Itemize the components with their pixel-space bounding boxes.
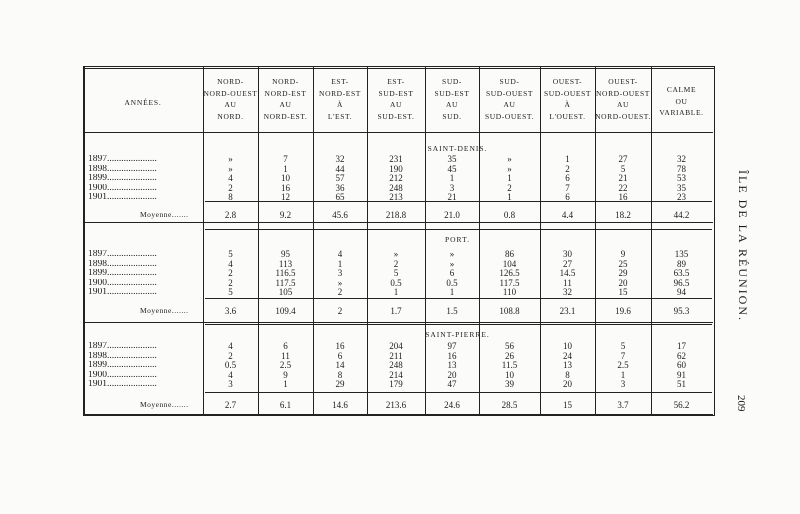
table-cell: 26 (505, 350, 514, 361)
moyenne-cell: 1.7 (390, 306, 402, 316)
column-header-line: SUD. (442, 111, 462, 121)
table-cell: 116.5 (275, 268, 296, 279)
column-header-line: NORD- (272, 77, 299, 86)
column-header-line: VARIABLE. (659, 108, 704, 117)
table-cell: 0.5 (224, 360, 237, 371)
table-cell: 8 (565, 369, 570, 380)
table-cell: 35 (447, 154, 457, 164)
table-cell: 20 (447, 369, 457, 380)
table-cell: 3 (337, 268, 343, 279)
table-cell: 17 (677, 341, 686, 351)
table-cell: 12 (281, 192, 290, 203)
moyenne-cell: 2.8 (224, 210, 237, 220)
table-cell: 1 (507, 192, 512, 203)
table-cell: 104 (502, 258, 517, 269)
table-cell: 16 (281, 182, 290, 193)
moyenne-cell: 3.6 (224, 306, 237, 316)
section-title: SAINT-DENIS. (427, 144, 488, 153)
row-year: 1898..................... (88, 164, 157, 174)
table-cell: 179 (389, 379, 403, 390)
table-cell: 113 (278, 258, 293, 269)
table-cell: 96.5 (673, 277, 690, 288)
table-cell: 2 (337, 287, 343, 298)
moyenne-cell: 4.4 (561, 210, 574, 220)
column-header-line: L'EST. (327, 111, 353, 121)
table-cell: 3 (449, 182, 455, 193)
column-header (367, 76, 425, 122)
column-header-line: OUEST- (608, 77, 638, 86)
column-header-line: AU (616, 100, 630, 109)
moyenne-cell: 23.1 (559, 306, 576, 316)
table-cell: 2 (228, 277, 233, 288)
table-cell: 11 (281, 350, 290, 361)
table-cell: 5 (620, 163, 626, 174)
table-cell: 47 (447, 379, 457, 390)
table-cell: 211 (389, 350, 403, 361)
table-cell: 6 (337, 350, 343, 361)
table-cell: 10 (563, 341, 572, 351)
column-header-line: NORD-OUEST. (595, 111, 651, 121)
column-header-line: SUD- (442, 77, 462, 86)
moyenne-label: Moyenne....... (140, 210, 189, 219)
table-cell: 13 (563, 360, 572, 371)
table-cell: 2 (565, 163, 570, 174)
table-cell: 1 (283, 379, 288, 390)
table-cell: 6 (565, 173, 570, 184)
moyenne-top-rule (205, 298, 712, 299)
moyenne-cell: 28.5 (501, 400, 518, 410)
table-cell: 23 (677, 192, 686, 203)
moyenne-cell: 15 (563, 400, 572, 410)
table-cell: 10 (281, 173, 290, 184)
moyenne-cell: 95.3 (673, 306, 690, 316)
table-cell: 105 (278, 287, 293, 298)
column-header (479, 76, 540, 122)
header-rule (84, 132, 713, 133)
column-header-line: NORD-EST (319, 88, 361, 98)
table-cell: 11 (563, 277, 572, 288)
table-cell: 1 (337, 258, 343, 269)
column-header-line: AU (389, 100, 403, 109)
moyenne-cell: 9.2 (279, 210, 292, 220)
row-year: 1901..................... (88, 380, 157, 390)
column-header-line: NORD-EST (264, 88, 307, 98)
table-cell: 135 (674, 249, 689, 259)
table-cell: 94 (677, 287, 686, 298)
table-cell: 2 (393, 258, 399, 269)
column-header-line: CALME (666, 85, 697, 94)
column-header-line: OUEST- (552, 77, 583, 86)
table-cell: 213 (389, 192, 403, 203)
table-cell: 9 (620, 249, 626, 259)
column-header (540, 76, 595, 122)
table-cell: 1 (507, 173, 512, 184)
table-cell: 0.5 (446, 277, 458, 288)
moyenne-cell: 56.2 (673, 400, 690, 410)
page-number: 209 (735, 395, 747, 412)
table-cell: » (228, 163, 233, 174)
table-cell: 32 (677, 154, 686, 164)
moyenne-label: Moyenne....... (140, 306, 189, 315)
section-bottom-rule (84, 322, 713, 323)
table-cell: 2 (507, 182, 512, 193)
table-cell: 27 (563, 258, 572, 269)
table-cell: 9 (283, 369, 288, 380)
column-header-line: SUD-OUEST (485, 88, 534, 98)
table-cell: 39 (505, 379, 514, 390)
moyenne-top-rule (205, 392, 712, 393)
table-cell: 14.5 (559, 268, 576, 279)
column-header-line: SUD-OUEST. (485, 111, 534, 121)
header-annees: ANNÉES. (124, 98, 162, 107)
table-cell: 10 (505, 369, 514, 380)
table-cell: 4 (337, 249, 343, 259)
table-cell: 30 (563, 249, 572, 259)
section-bottom-rule (84, 414, 713, 415)
table-cell: 44 (335, 163, 345, 174)
column-header-line: L'OUEST. (549, 111, 586, 121)
column-header-line: AU (224, 100, 237, 109)
table-cell: 25 (618, 258, 628, 269)
column-header-line: SUD-EST. (377, 111, 415, 121)
moyenne-cell: 44.2 (673, 210, 690, 220)
table-cell: 32 (563, 287, 572, 298)
table-cell: 214 (389, 369, 403, 380)
column-header-line: NORD. (217, 111, 244, 121)
table-cell: 5 (228, 287, 233, 298)
table-cell: 4 (228, 258, 233, 269)
table-cell: 117.5 (499, 277, 520, 288)
column-header-line: NORD-OUEST (596, 88, 650, 98)
table-cell: 7 (620, 350, 626, 361)
moyenne-cell: 24.6 (444, 400, 460, 410)
table-cell: 51 (677, 379, 686, 390)
table-cell: 35 (677, 182, 686, 193)
table-cell: » (449, 258, 455, 269)
section-title: SAINT-PIERRE. (425, 330, 490, 339)
column-header-line: SUD-OUEST (543, 88, 592, 98)
table-cell: 1 (620, 369, 626, 380)
row-year: 1897..................... (88, 342, 157, 351)
table-cell: 4 (228, 173, 233, 184)
section-bottom-rule (84, 222, 713, 223)
column-header-line: SUD-EST (378, 88, 414, 98)
table-cell: 11.5 (501, 360, 518, 371)
table-cell: 5 (620, 341, 626, 351)
table-cell: 1 (393, 287, 399, 298)
column-header-line: SUD- (499, 77, 520, 86)
moyenne-cell: 108.8 (499, 306, 520, 316)
table-cell: 36 (335, 182, 345, 193)
table-cell: 126.5 (499, 268, 520, 279)
table-top-rule (83, 68, 714, 69)
table-cell: 78 (677, 163, 686, 174)
table-cell: 2.5 (279, 360, 292, 371)
table-cell: 86 (505, 249, 514, 259)
table-cell: 8 (228, 192, 233, 203)
column-header-line: NORD-OUEST (203, 88, 258, 98)
table-cell: 45 (447, 163, 457, 174)
table-cell: 13 (447, 360, 457, 371)
table-cell: 20 (618, 277, 628, 288)
column-header-line: À (336, 100, 344, 109)
table-cell: 27 (618, 154, 628, 164)
moyenne-cell: 14.6 (332, 400, 348, 410)
table-cell: 3 (620, 379, 626, 390)
column-header-line: OU (675, 96, 688, 106)
table-cell: » (228, 154, 233, 164)
table-cell: 65 (335, 192, 345, 203)
table-cell: » (449, 249, 455, 259)
table-cell: 7 (565, 182, 570, 193)
moyenne-cell: 21.0 (444, 210, 460, 220)
moyenne-cell: 18.2 (615, 210, 631, 220)
table-cell: 14 (335, 360, 345, 371)
row-year: 1899..................... (88, 174, 157, 184)
table-cell: 3 (228, 379, 233, 390)
moyenne-cell: 45.6 (332, 210, 348, 220)
table-cell: » (507, 163, 512, 174)
moyenne-cell: 1.5 (446, 306, 458, 316)
table-cell: 1 (449, 173, 455, 184)
table-cell: 56 (505, 341, 514, 351)
table-cell: 97 (447, 341, 457, 351)
table-cell: 248 (389, 360, 403, 371)
column-header-line: AU (503, 100, 516, 109)
section-top-rule (205, 324, 712, 325)
section-title: PORT. (444, 235, 471, 244)
row-year: 1899..................... (88, 361, 157, 371)
row-year: 1897..................... (88, 250, 157, 259)
moyenne-cell: 2 (337, 306, 343, 316)
table-cell: » (337, 277, 343, 288)
row-year: 1901..................... (88, 288, 157, 298)
table-cell: 231 (389, 154, 403, 164)
row-year: 1898..................... (88, 259, 157, 269)
table-cell: 6 (565, 192, 570, 203)
moyenne-top-rule (205, 201, 712, 202)
table-cell: 95 (281, 249, 290, 259)
table-cell: 29 (618, 268, 628, 279)
table-cell: 212 (389, 173, 403, 184)
column-header-line: NORD-EST. (263, 111, 308, 121)
table-cell: 29 (335, 379, 345, 390)
table-cell: 1 (449, 287, 455, 298)
table-cell: 21 (618, 173, 628, 184)
row-year: 1898..................... (88, 351, 157, 361)
table-cell: 57 (335, 173, 345, 184)
row-year: 1900..................... (88, 183, 157, 193)
table-cell: 16 (447, 350, 457, 361)
row-year: 1899..................... (88, 269, 157, 279)
table-cell: 62 (677, 350, 686, 361)
column-header-line: NORD- (217, 77, 244, 86)
table-cell: 2.5 (617, 360, 629, 371)
column-header (313, 76, 367, 122)
column-header-line: EST- (331, 77, 349, 86)
table-cell: 6 (449, 268, 455, 279)
row-year: 1897..................... (88, 155, 157, 164)
column-header-line: EST- (387, 77, 405, 86)
column-header (595, 76, 651, 122)
table-cell: 5 (228, 249, 233, 259)
column-header-line: AU (279, 100, 292, 109)
table-cell: 22 (618, 182, 628, 193)
table-cell: » (393, 249, 399, 259)
moyenne-cell: 3.7 (617, 400, 629, 410)
moyenne-cell: 19.6 (615, 306, 631, 316)
running-title: ÎLE DE LA RÉUNION. (736, 170, 750, 322)
table-cell: 6 (283, 341, 288, 351)
table-cell: 190 (389, 163, 403, 174)
table-cell: 0.5 (390, 277, 402, 288)
table-cell: 15 (618, 287, 628, 298)
table-cell: 16 (618, 192, 628, 203)
moyenne-label: Moyenne....... (140, 400, 189, 409)
table-cell: 8 (337, 369, 343, 380)
moyenne-cell: 0.8 (503, 210, 516, 220)
column-header (651, 84, 712, 119)
table-cell: 2 (228, 182, 233, 193)
table-cell: 204 (389, 341, 403, 351)
row-year: 1901..................... (88, 193, 157, 203)
table-cell: 110 (502, 287, 517, 298)
table-cell: 2 (228, 350, 233, 361)
section-top-rule (205, 229, 712, 230)
column-header (425, 76, 479, 122)
table-cell: 4 (228, 369, 233, 380)
table-cell: 4 (228, 341, 233, 351)
moyenne-cell: 109.4 (275, 306, 296, 316)
table-cell: 91 (677, 369, 686, 380)
moyenne-cell: 213.6 (385, 400, 407, 410)
column-header-line: AU (445, 100, 459, 109)
column-header (258, 76, 313, 122)
row-year: 1900..................... (88, 370, 157, 380)
table-cell: 32 (335, 154, 345, 164)
table-cell: 1 (565, 154, 570, 164)
table-cell: 2 (228, 268, 233, 279)
column-header-line: SUD-EST (434, 88, 470, 98)
moyenne-cell: 2.7 (224, 400, 237, 410)
table-cell: 20 (563, 379, 572, 390)
table-cell: 16 (335, 341, 345, 351)
table-cell: 248 (389, 182, 403, 193)
column-header (203, 76, 258, 122)
table-cell: 60 (677, 360, 686, 371)
table-cell: 21 (447, 192, 457, 203)
table-cell: 1 (283, 163, 288, 174)
row-year: 1900..................... (88, 278, 157, 288)
table-cell: 5 (393, 268, 399, 279)
table-cell: 24 (563, 350, 572, 361)
table-cell: 117.5 (275, 277, 296, 288)
table-cell: 89 (677, 258, 686, 269)
moyenne-cell: 218.8 (385, 210, 407, 220)
table-cell: » (507, 154, 512, 164)
table-cell: 7 (283, 154, 288, 164)
table-cell: 53 (677, 173, 686, 184)
moyenne-cell: 6.1 (279, 400, 292, 410)
column-header-line: À (564, 100, 571, 109)
table-cell: 63.5 (673, 268, 690, 279)
